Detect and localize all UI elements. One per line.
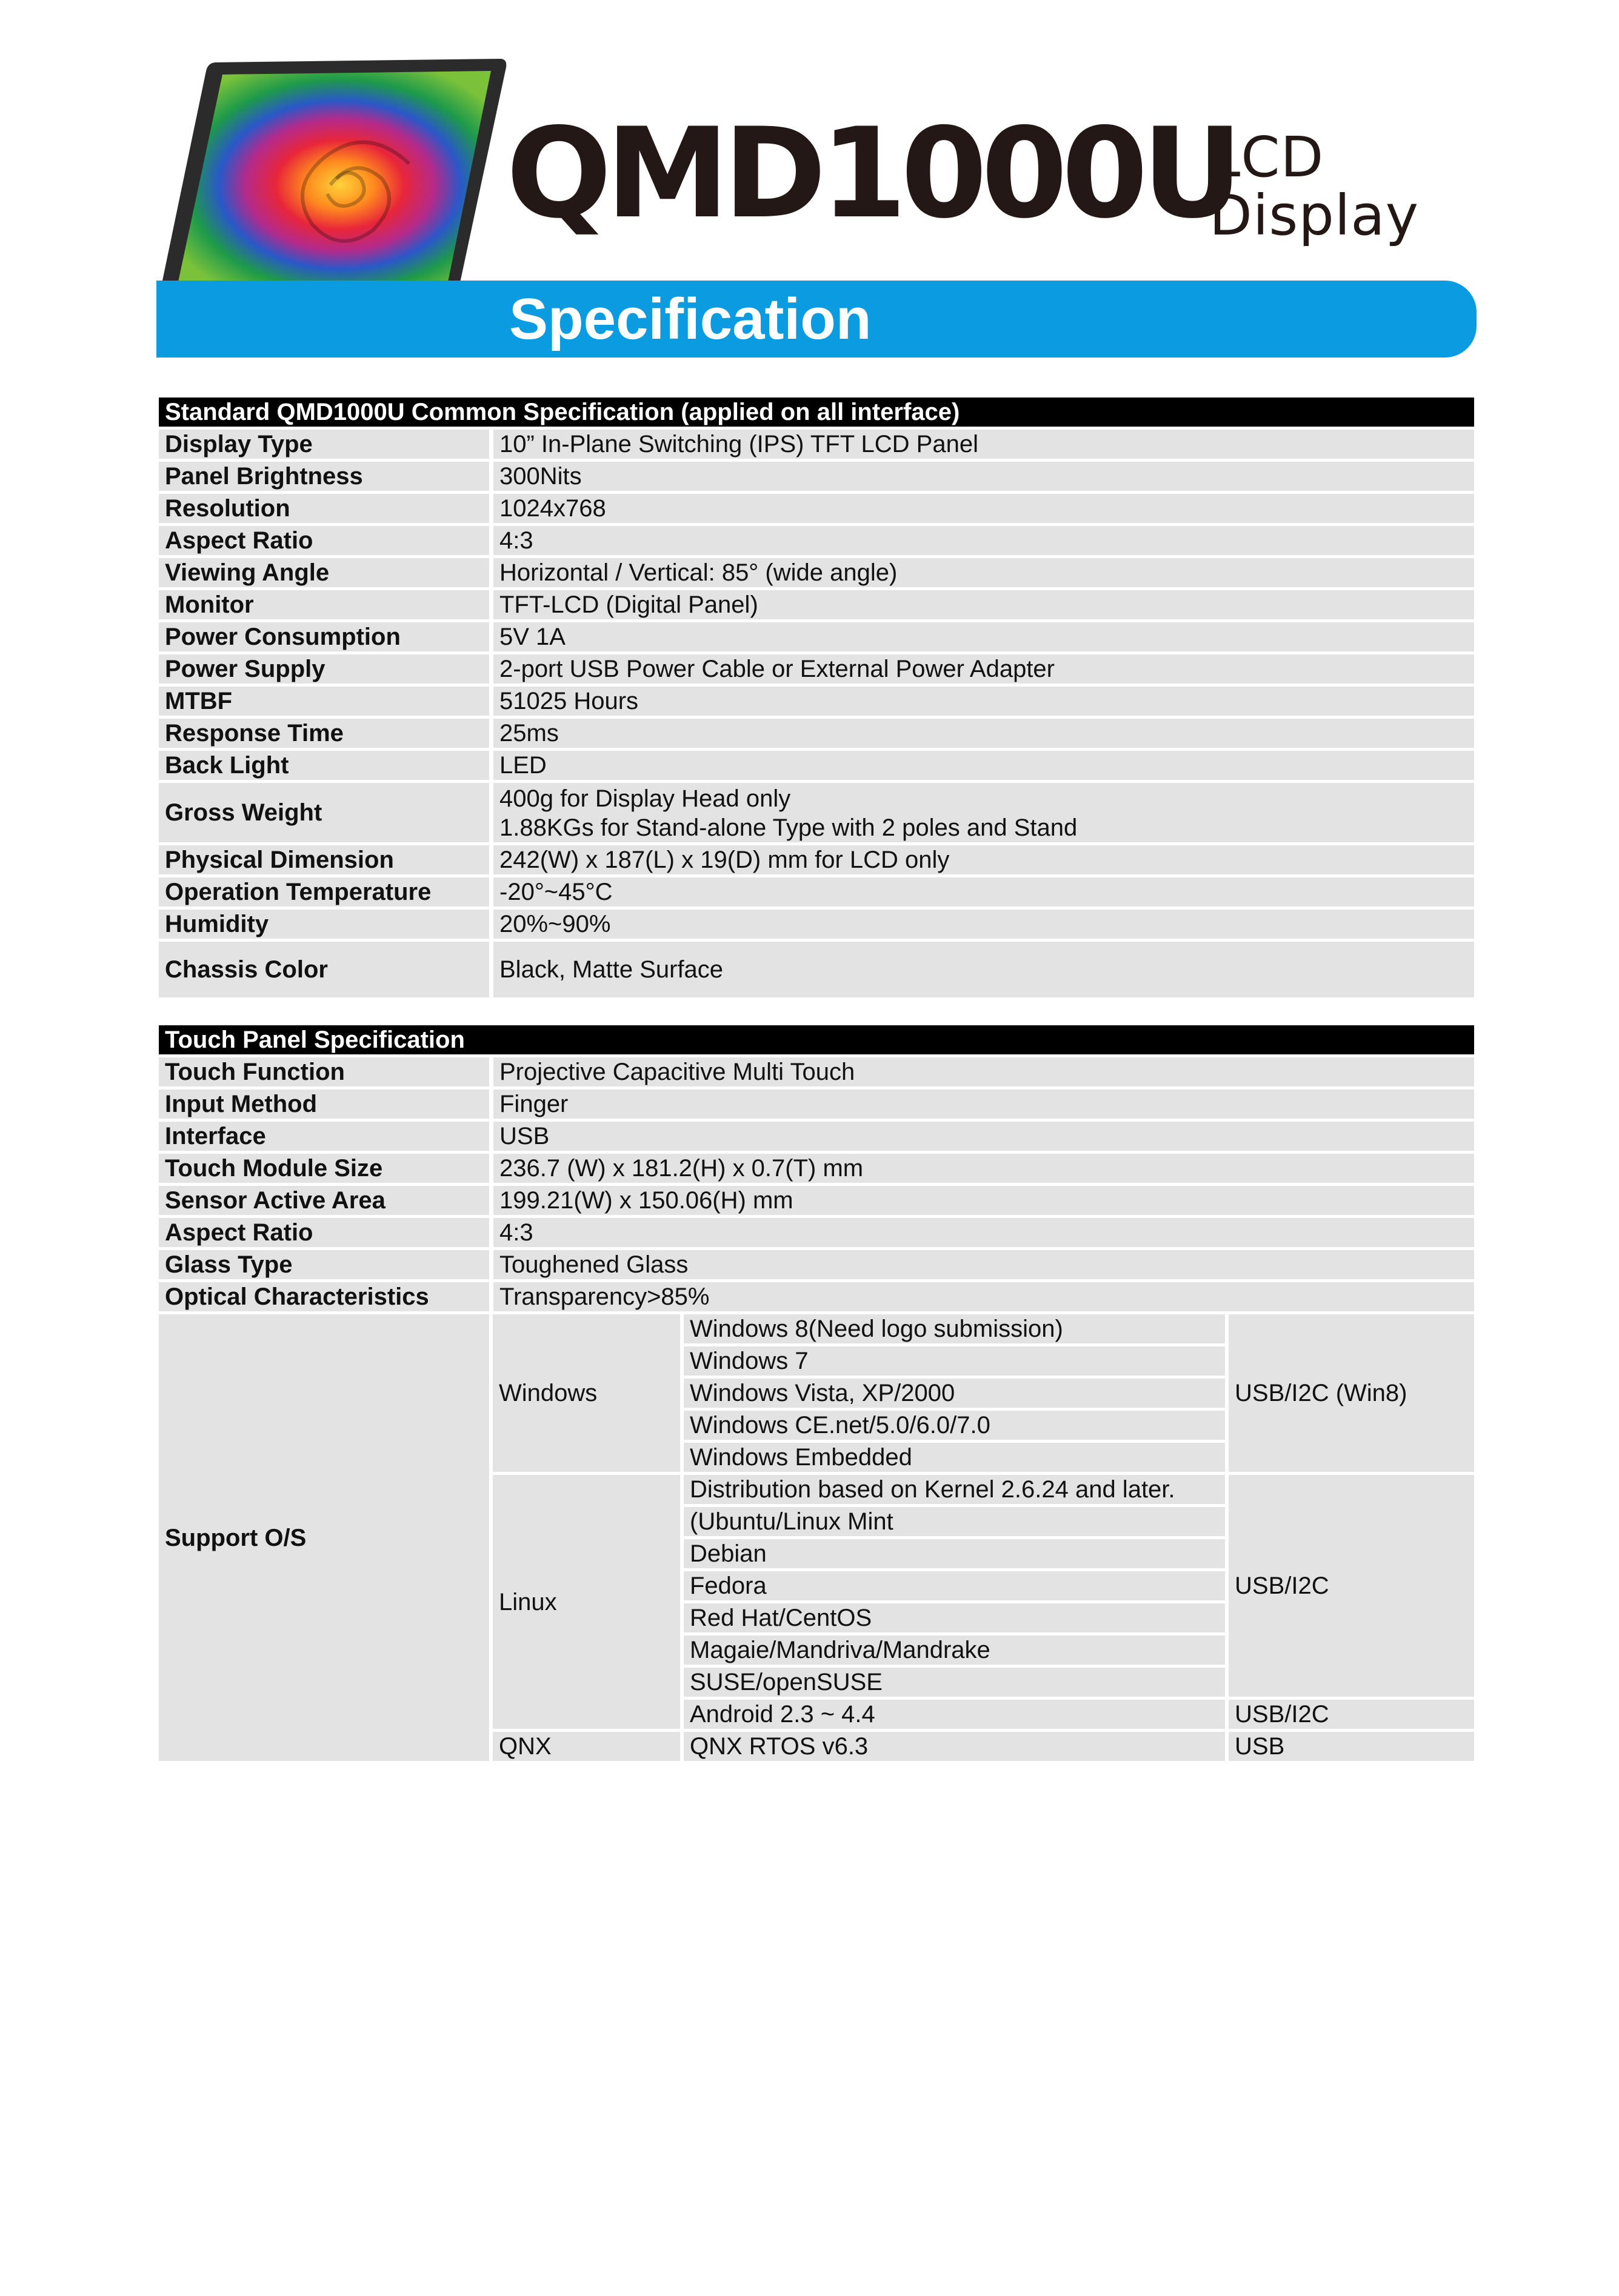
spec-value: Finger (493, 1090, 1474, 1119)
spec-label: Input Method (159, 1090, 489, 1119)
spec-value-line: 1.88KGs for Stand-alone Type with 2 poles and Stand (499, 814, 1078, 841)
spec-value: 199.21(W) x 150.06(H) mm (493, 1186, 1474, 1215)
spec-label: Power Supply (159, 654, 489, 684)
spec-label: Power Consumption (159, 622, 489, 651)
spec-label: Display Type (159, 430, 489, 459)
spec-value: 20%~90% (493, 910, 1474, 939)
os-version: Debian (684, 1539, 1225, 1568)
os-version: Distribution based on Kernel 2.6.24 and later. (684, 1475, 1225, 1504)
os-interface: USB/I2C (1229, 1475, 1474, 1697)
spec-value: 1024x768 (493, 494, 1474, 523)
os-version: Windows Vista, XP/2000 (684, 1379, 1225, 1408)
spec-label: Gross Weight (159, 783, 489, 842)
spec-value: 4:3 (493, 1218, 1474, 1247)
banner-title: Specification (509, 287, 872, 351)
table-row (159, 491, 1474, 523)
spec-label: Chassis Color (159, 942, 489, 997)
table-row (159, 939, 1474, 997)
spec-value: Black, Matte Surface (493, 942, 1474, 997)
os-version: Windows 8(Need logo submission) (684, 1314, 1225, 1343)
table-row (159, 1247, 1474, 1279)
table-row (159, 684, 1474, 716)
spec-label: Back Light (159, 751, 489, 780)
os-version: SUSE/openSUSE (684, 1668, 1225, 1697)
spec-value: TFT-LCD (Digital Panel) (493, 590, 1474, 619)
table-row (159, 1086, 1474, 1119)
spec-label: Monitor (159, 590, 489, 619)
spec-value: Projective Capacitive Multi Touch (493, 1057, 1474, 1086)
table-row (159, 555, 1474, 587)
table-row (159, 1151, 1474, 1183)
spec-value: 10” In-Plane Switching (IPS) TFT LCD Panel (493, 430, 1474, 459)
os-family-windows: Windows (493, 1314, 680, 1472)
table-row (159, 427, 1474, 459)
common-spec-title: Standard QMD1000U Common Specification (applied on all interface) (159, 398, 1474, 427)
os-version: Windows 7 (684, 1346, 1225, 1376)
os-version: (Ubuntu/Linux Mint (684, 1507, 1225, 1536)
spec-label: Aspect Ratio (159, 1218, 489, 1247)
spec-value: 25ms (493, 719, 1474, 748)
os-version: Windows Embedded (684, 1443, 1225, 1472)
spec-value: Toughened Glass (493, 1250, 1474, 1279)
os-version: Windows CE.net/5.0/6.0/7.0 (684, 1411, 1225, 1440)
product-type-line2: Display (1209, 183, 1420, 248)
spec-value: 236.7 (W) x 181.2(H) x 0.7(T) mm (493, 1154, 1474, 1183)
table-row (159, 459, 1474, 491)
product-type (1209, 125, 1420, 248)
spec-value: 242(W) x 187(L) x 19(D) mm for LCD only (493, 845, 1474, 874)
spec-label: Resolution (159, 494, 489, 523)
os-version: Android 2.3 ~ 4.4 (684, 1700, 1225, 1729)
os-family-linux: Linux (493, 1475, 680, 1729)
table-row (159, 1183, 1474, 1215)
support-os-grid (159, 1314, 1474, 1761)
os-version: Magaie/Mandriva/Mandrake (684, 1635, 1225, 1665)
table-row (159, 587, 1474, 619)
spec-value: Horizontal / Vertical: 85° (wide angle) (493, 558, 1474, 587)
table-row (159, 1119, 1474, 1151)
touch-spec-title: Touch Panel Specification (159, 1025, 1474, 1054)
spec-value: 300Nits (493, 462, 1474, 491)
table-row (159, 1215, 1474, 1247)
table-row (159, 1054, 1474, 1086)
table-row (159, 780, 1474, 842)
spec-label: MTBF (159, 687, 489, 716)
spec-value (493, 783, 1474, 842)
spec-value: Transparency>85% (493, 1282, 1474, 1311)
spec-label: Touch Function (159, 1057, 489, 1086)
spec-label: Physical Dimension (159, 845, 489, 874)
spec-label: Aspect Ratio (159, 526, 489, 555)
spec-value: -20°~45°C (493, 877, 1474, 907)
table-row (159, 619, 1474, 651)
table-row (159, 651, 1474, 684)
spec-value: 51025 Hours (493, 687, 1474, 716)
support-os-label: Support O/S (159, 1314, 489, 1761)
table-row (159, 1279, 1474, 1311)
spec-value: 4:3 (493, 526, 1474, 555)
spec-label: Touch Module Size (159, 1154, 489, 1183)
spec-label: Humidity (159, 910, 489, 939)
common-spec-table (159, 398, 1474, 997)
os-version: Red Hat/CentOS (684, 1603, 1225, 1632)
spec-label: Glass Type (159, 1250, 489, 1279)
specification-banner (156, 281, 1477, 358)
table-row (159, 907, 1474, 939)
table-row (159, 523, 1474, 555)
spec-label: Sensor Active Area (159, 1186, 489, 1215)
os-version: Fedora (684, 1571, 1225, 1600)
os-version: QNX RTOS v6.3 (684, 1732, 1225, 1761)
spec-value: 5V 1A (493, 622, 1474, 651)
spec-label: Interface (159, 1122, 489, 1151)
spec-label: Optical Characteristics (159, 1282, 489, 1311)
model-name: QMD1000U (506, 102, 1237, 246)
table-row (159, 842, 1474, 874)
spec-value-line: 400g for Display Head only (499, 785, 791, 812)
spec-label: Panel Brightness (159, 462, 489, 491)
spec-value: 2-port USB Power Cable or External Power Adapter (493, 654, 1474, 684)
spec-value: LED (493, 751, 1474, 780)
touch-spec-table (159, 1025, 1474, 1761)
product-type-line1: LCD (1209, 125, 1324, 190)
spec-value: USB (493, 1122, 1474, 1151)
os-interface: USB (1229, 1732, 1474, 1761)
os-interface: USB/I2C (Win8) (1229, 1314, 1474, 1472)
os-family-qnx: QNX (493, 1732, 680, 1761)
table-row (159, 874, 1474, 907)
spec-label: Operation Temperature (159, 877, 489, 907)
spec-label: Viewing Angle (159, 558, 489, 587)
table-row (159, 716, 1474, 748)
table-row (159, 748, 1474, 780)
spec-label: Response Time (159, 719, 489, 748)
os-interface: USB/I2C (1229, 1700, 1474, 1729)
